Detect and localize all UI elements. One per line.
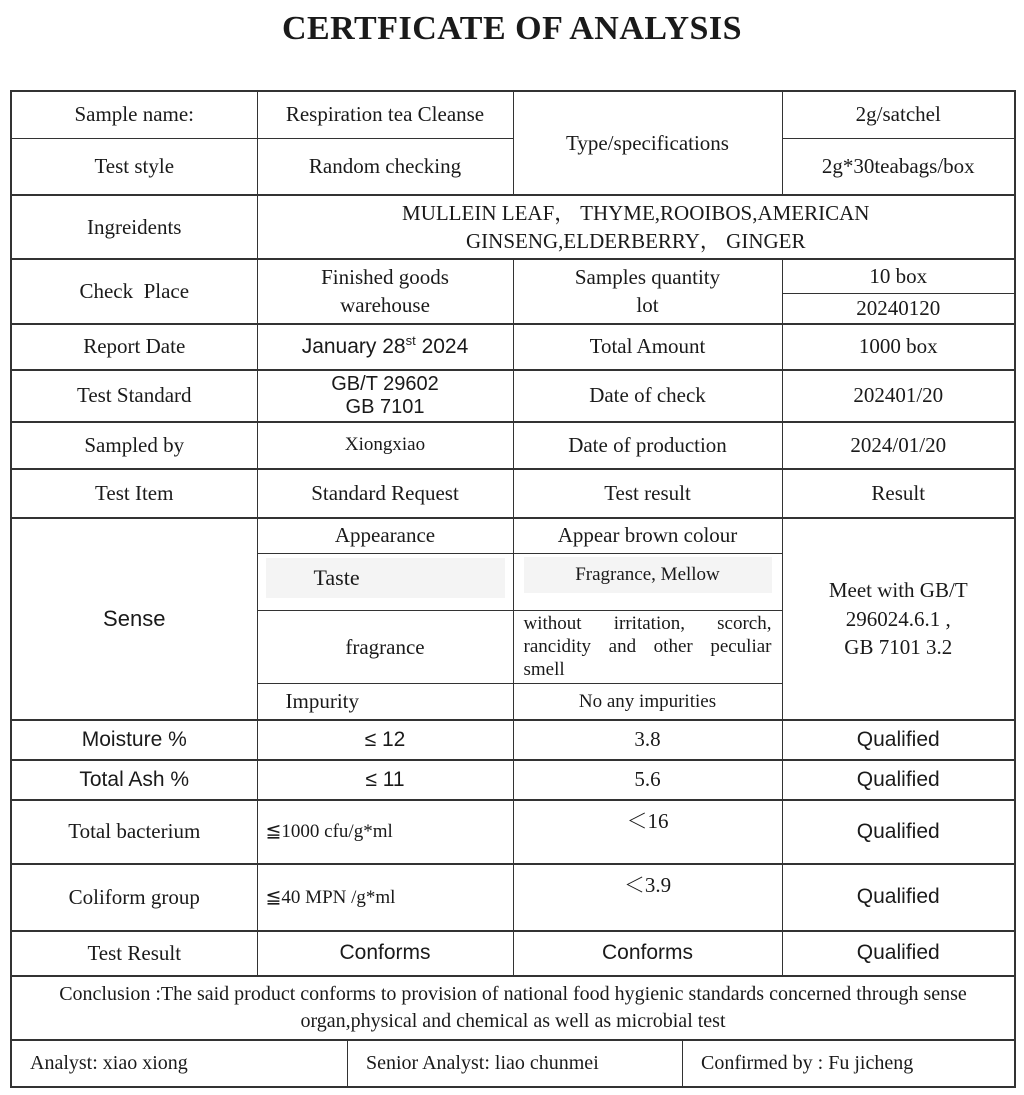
sense-label: Sense — [11, 518, 257, 720]
test-standard-label: Test Standard — [11, 370, 257, 422]
signatures-row — [12, 1041, 1014, 1086]
sense-overall-line3: GB 7101 3.2 — [844, 634, 953, 659]
row-check-place — [11, 259, 1015, 293]
ingredients-value — [257, 195, 1015, 259]
row-sampled-by — [11, 422, 1015, 469]
samples-quantity-label: Samples quantity — [574, 264, 721, 289]
date-of-production-label: Date of production — [513, 422, 782, 469]
row-ingredients — [11, 195, 1015, 259]
page-title: CERTFICATE OF ANALYSIS — [281, 10, 743, 47]
check-place-value — [257, 259, 513, 324]
report-date-year: 2024 — [415, 334, 469, 358]
date-of-check-value: 202401/20 — [782, 370, 1015, 422]
date-of-check-label: Date of check — [513, 370, 782, 422]
row-results-header — [11, 469, 1015, 518]
coliform-status: Qualified — [782, 864, 1015, 931]
test-style-label: Test style — [11, 138, 257, 195]
test-standard-line2: GB 7101 — [345, 395, 425, 418]
report-date-main: January 28 — [301, 334, 406, 358]
coliform-result: ＜3.9 — [513, 864, 782, 931]
sample-name-label: Sample name: — [11, 91, 257, 138]
sense-fragrance-result: without irritation, scorch, rancidity and other peculiar smell — [513, 611, 782, 684]
total-bacterium-status: Qualified — [782, 800, 1015, 864]
total-amount-label: Total Amount — [513, 324, 782, 370]
sense-appearance-result: Appear brown colour — [513, 518, 782, 554]
test-result-item: Test Result — [11, 931, 257, 976]
type-specifications-satchel-value: 2g/satchel — [782, 91, 1015, 138]
coliform-item: Coliform group — [11, 864, 257, 931]
header-test-result: Test result — [513, 469, 782, 518]
certificate-table — [10, 90, 1016, 1088]
header-standard-request: Standard Request — [257, 469, 513, 518]
sample-name-value: Respiration tea Cleanse — [257, 91, 513, 138]
header-result: Result — [782, 469, 1015, 518]
analyst-signature: Analyst: xiao xiong — [30, 1051, 188, 1074]
sense-taste-result: Fragrance, Mellow — [524, 557, 772, 593]
report-date-value — [257, 324, 513, 370]
header-test-item: Test Item — [11, 469, 257, 518]
type-specifications-label: Type/specifications — [513, 91, 782, 195]
row-total-ash — [11, 760, 1015, 800]
sense-overall-result — [782, 518, 1015, 720]
total-ash-result: 5.6 — [513, 760, 782, 800]
check-place-line2: warehouse — [340, 293, 430, 318]
test-standard-line1: GB/T 29602 — [331, 372, 439, 395]
row-conclusion — [11, 976, 1015, 1040]
total-ash-request: ≤ 11 — [257, 760, 513, 800]
sampled-by-value: Xiongxiao — [257, 422, 513, 469]
ingredients-label: Ingreidents — [11, 195, 257, 259]
test-result-request: Conforms — [257, 931, 513, 976]
row-coliform-group — [11, 864, 1015, 931]
row-test-result — [11, 931, 1015, 976]
samples-quantity-lot-label — [513, 259, 782, 324]
coliform-request: ≦40 MPN /g*ml — [257, 864, 513, 931]
check-place-label: Check Place — [11, 259, 257, 324]
test-result-status: Qualified — [782, 931, 1015, 976]
total-bacterium-request: ≦1000 cfu/g*ml — [257, 800, 513, 864]
date-of-production-value: 2024/01/20 — [782, 422, 1015, 469]
row-sample-name — [11, 91, 1015, 138]
report-date-ordinal: st — [405, 332, 416, 348]
sense-overall-line1: Meet with GB/T — [828, 578, 968, 603]
sense-taste-result-cell — [513, 554, 782, 611]
sense-fragrance-request: fragrance — [257, 611, 513, 684]
moisture-item: Moisture % — [11, 720, 257, 760]
ingredients-line2: GINSENG,ELDERBERRY， GINGER — [466, 229, 806, 253]
moisture-status: Qualified — [782, 720, 1015, 760]
total-bacterium-item: Total bacterium — [11, 800, 257, 864]
test-style-value: Random checking — [257, 138, 513, 195]
row-test-standard — [11, 370, 1015, 422]
conclusion-text: Conclusion :The said product conforms to provision of national food hygienic standards concerned through sense organ,physical and chemical as well as microbial test — [11, 976, 1015, 1040]
lot-value: 20240120 — [782, 293, 1015, 324]
row-sense-appearance — [11, 518, 1015, 554]
confirmed-by-signature: Confirmed by : Fu jicheng — [701, 1051, 914, 1074]
sense-taste-request-cell — [257, 554, 513, 611]
ingredients-line1: MULLEIN LEAF， THYME,ROOIBOS,AMERICAN — [402, 200, 870, 225]
lot-label: lot — [636, 293, 659, 318]
test-result-result: Conforms — [513, 931, 782, 976]
test-standard-value — [257, 370, 513, 422]
row-report-date — [11, 324, 1015, 370]
row-moisture — [11, 720, 1015, 760]
total-amount-value: 1000 box — [782, 324, 1015, 370]
report-date-label: Report Date — [11, 324, 257, 370]
sampled-by-label: Sampled by — [11, 422, 257, 469]
sense-impurity-request: Impurity — [257, 684, 513, 720]
total-bacterium-result: ＜16 — [513, 800, 782, 864]
moisture-request: ≤ 12 — [257, 720, 513, 760]
check-place-line1: Finished goods — [321, 264, 449, 289]
moisture-result: 3.8 — [513, 720, 782, 760]
signatures-cell — [11, 1040, 1015, 1087]
row-total-bacterium — [11, 800, 1015, 864]
sense-appearance-request: Appearance — [257, 518, 513, 554]
sense-overall-line2: 296024.6.1 , — [845, 606, 951, 631]
row-signatures — [11, 1040, 1015, 1087]
type-specifications-box-value: 2g*30teabags/box — [782, 138, 1015, 195]
total-ash-status: Qualified — [782, 760, 1015, 800]
samples-quantity-value: 10 box — [782, 259, 1015, 293]
total-ash-item: Total Ash % — [11, 760, 257, 800]
sense-impurity-result: No any impurities — [513, 684, 782, 720]
senior-analyst-signature: Senior Analyst: liao chunmei — [347, 1041, 683, 1086]
sense-taste-request: Taste — [266, 558, 505, 598]
